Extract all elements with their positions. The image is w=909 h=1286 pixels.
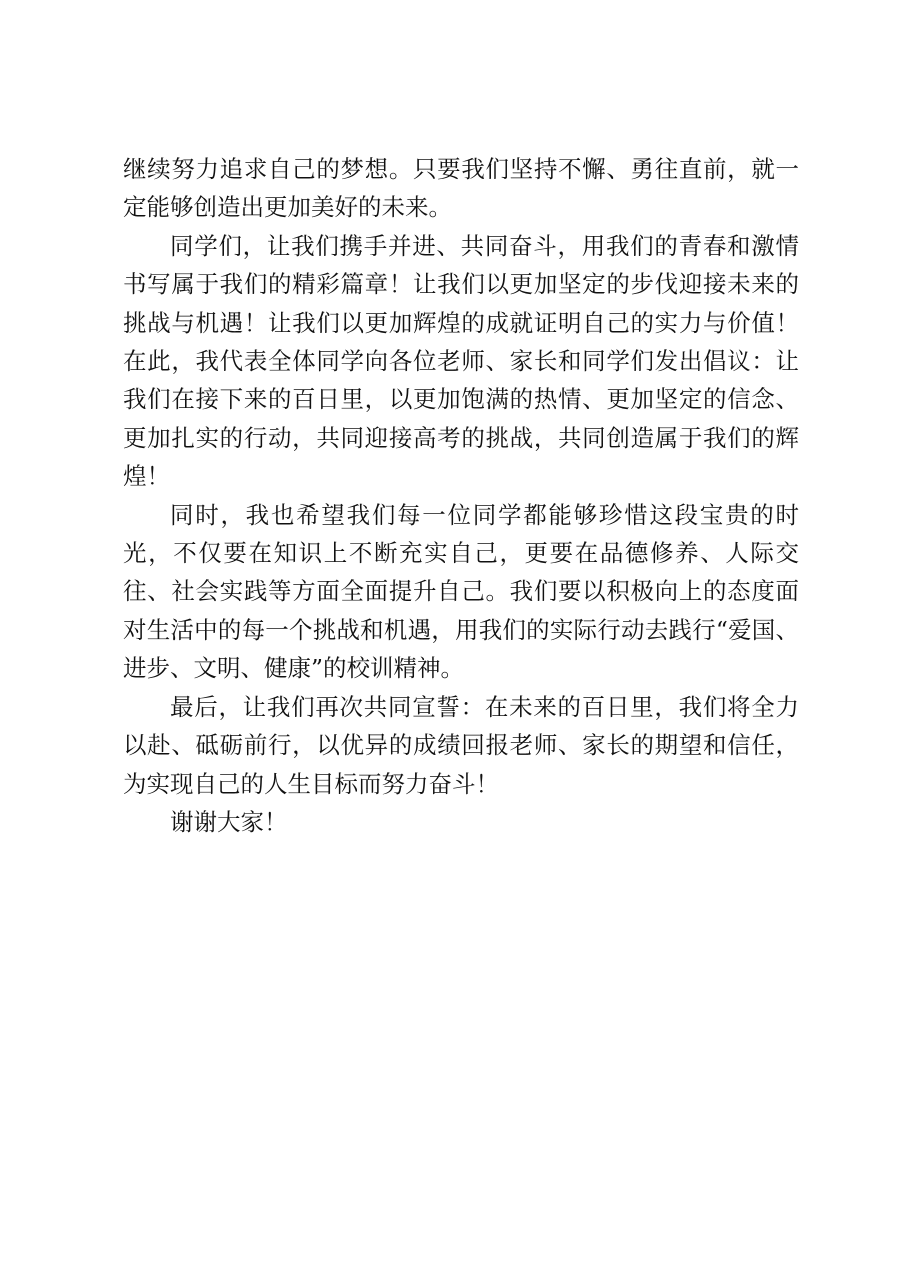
document-body <box>123 150 799 841</box>
paragraph-call-to-action: 同学们，让我们携手并进、共同奋斗，用我们的青春和激情书写属于我们的精彩篇章！让我们以更加坚定的步伐迎接未来的挑战与机遇！让我们以更加辉煌的成就证明自己的实力与价值！在此，我代表全体同学向各位老师、家长和同学们发出倡议：让我们在接下来的百日里，以更加饱满的热情、更加坚定的信念、更加扎实的行动，共同迎接高考的挑战，共同创造属于我们的辉煌！ <box>123 231 799 491</box>
paragraph-oath: 最后，让我们再次共同宣誓：在未来的百日里，我们将全力以赴、砥砺前行，以优异的成绩回报老师、家长的期望和信任，为实现自己的人生目标而努力奋斗！ <box>123 692 799 798</box>
paragraph-thanks: 谢谢大家！ <box>170 807 288 836</box>
paragraph-continuation: 继续努力追求自己的梦想。只要我们坚持不懈、勇往直前，就一定能够创造出更加美好的未来。 <box>123 155 799 222</box>
paragraph-hope: 同时，我也希望我们每一位同学都能够珍惜这段宝贵的时光，不仅要在知识上不断充实自己，更要在品德修养、人际交往、社会实践等方面全面提升自己。我们要以积极向上的态度面对生活中的每一个挑战和机遇，用我们的实际行动去践行“爱国、进步、文明、健康”的校训精神。 <box>123 500 799 683</box>
